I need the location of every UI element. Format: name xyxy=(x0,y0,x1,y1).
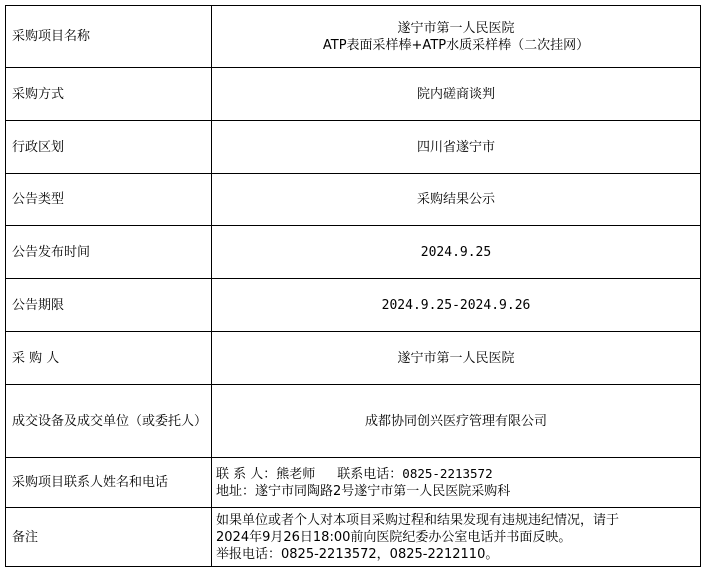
table-row xyxy=(6,6,701,68)
project-name-line-1: 遂宁市第一人民医院 xyxy=(397,20,515,36)
procurement-method-value: 院内磋商谈判 xyxy=(212,68,701,121)
row-label-project-name: 采购项目名称 xyxy=(6,6,212,68)
table-row xyxy=(6,458,701,508)
contact-phone-label: 联系电话： xyxy=(337,467,403,482)
table-row xyxy=(6,68,701,121)
contact-person-label: 联 系 人： xyxy=(216,467,277,482)
purchaser-value: 遂宁市第一人民医院 xyxy=(212,332,701,385)
notice-period-value: 2024.9.25-2024.9.26 xyxy=(212,279,701,332)
contact-address: 地址：遂宁市同陶路2号遂宁市第一人民医院采购科 xyxy=(216,484,511,499)
row-label-winning-bidder: 成交设备及成交单位（或委托人） xyxy=(6,385,212,458)
row-label-publish-time: 公告发布时间 xyxy=(6,226,212,279)
region-value: 四川省遂宁市 xyxy=(212,121,701,174)
project-name-line-2: ATP表面采样棒+ATP水质采样棒（二次挂网） xyxy=(322,37,590,53)
notice-type-value: 采购结果公示 xyxy=(212,174,701,226)
row-label-procurement-method: 采购方式 xyxy=(6,68,212,121)
row-label-contact: 采购项目联系人姓名和电话 xyxy=(6,458,212,508)
table-row xyxy=(6,508,701,567)
procurement-notice-table xyxy=(5,5,701,567)
contact-line xyxy=(216,465,694,483)
remarks-line-1: 如果单位或者个人对本项目采购过程和结果发现有违规违纪情况，请于 xyxy=(216,512,620,528)
table-row xyxy=(6,174,701,226)
contact-phone: 0825-2213572 xyxy=(402,466,493,481)
contact-value xyxy=(212,458,701,508)
row-label-purchaser: 采 购 人 xyxy=(6,332,212,385)
remarks-line-2: 2024年9月26日18:00前向医院纪委办公室电话并书面反映。 xyxy=(216,529,572,545)
table-row xyxy=(6,385,701,458)
table-row xyxy=(6,332,701,385)
project-name-value xyxy=(212,6,701,68)
winning-bidder-value: 成都协同创兴医疗管理有限公司 xyxy=(212,385,701,458)
publish-time-value: 2024.9.25 xyxy=(212,226,701,279)
row-label-region: 行政区划 xyxy=(6,121,212,174)
table-row xyxy=(6,279,701,332)
remarks-line-3: 举报电话：0825-2213572，0825-2212110。 xyxy=(216,546,499,562)
table-row xyxy=(6,121,701,174)
row-label-notice-type: 公告类型 xyxy=(6,174,212,226)
remarks-value xyxy=(212,508,701,567)
row-label-notice-period: 公告期限 xyxy=(6,279,212,332)
row-label-remarks: 备注 xyxy=(6,508,212,567)
table-row xyxy=(6,226,701,279)
contact-person-name: 熊老师 xyxy=(276,467,316,482)
